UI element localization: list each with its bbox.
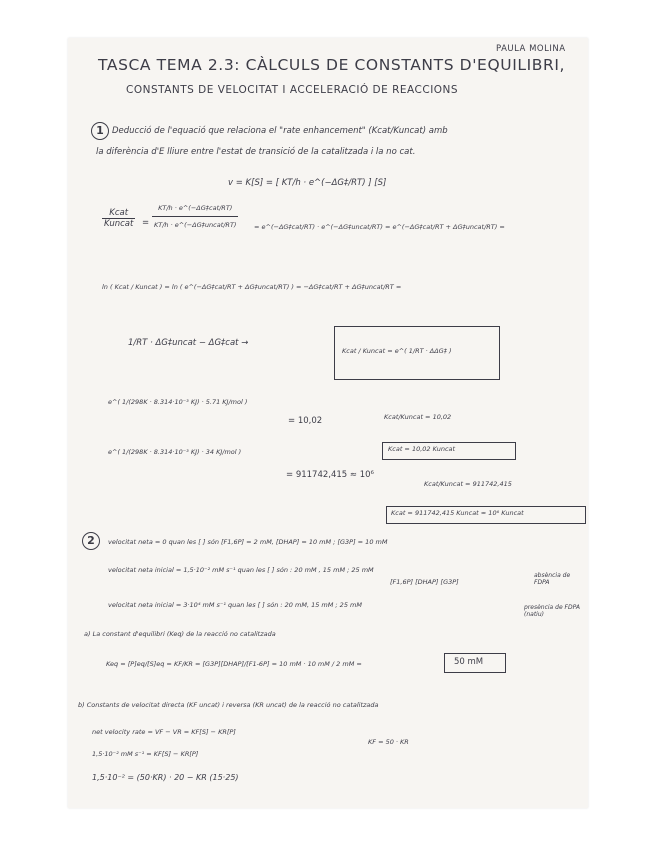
section-2-line-1: velocitat neta = 0 quan les [ ] són [F1,6P] = 2 mM, [DHAP] = 10 mM ; [G3P] = 10 mM	[108, 538, 388, 546]
page-title: TASCA TEMA 2.3: CÀLCULS DE CONSTANTS D'EQUILIBRI,	[98, 56, 566, 74]
ratio-middle-numerator: KT/h · e^(−ΔG‡cat/RT)	[152, 200, 238, 217]
ln-equation: ln ( Kcat / Kuncat ) = ln ( e^(−ΔG‡cat/RT + ΔG‡uncat/RT) ) = −ΔG‡cat/RT + ΔG‡uncat/RT =	[102, 283, 402, 291]
boxed-result: Kcat / Kuncat = e^( 1/RT · ΔΔG‡ )	[342, 347, 452, 355]
calculation-2-boxed: Kcat = 911742,415 Kuncat ≈ 10⁶ Kuncat	[391, 509, 524, 517]
calculation-2-value: = 911742,415 ≈ 10⁶	[286, 470, 374, 480]
section-2-line-2: velocitat neta inicial = 1,5·10⁻² mM s⁻¹ quan les [ ] són : 20 mM , 15 mM ; 25 mM	[108, 566, 374, 574]
equals-sign: =	[142, 218, 150, 228]
calculation-1-boxed: Kcat = 10,02 Kuncat	[388, 445, 456, 453]
section-2-line-3: velocitat neta inicial = 3·10⁴ mM s⁻¹ quan les [ ] són : 20 mM, 15 mM ; 25 mM	[108, 601, 362, 609]
section-2-number: 2	[82, 532, 100, 550]
section-1-number: 1	[91, 122, 109, 140]
calculation-1-expression: e^( 1/(298K · 8.314·10⁻³ KJ) · 5.71 KJ/mol )	[108, 398, 248, 406]
ratio-middle-fraction	[152, 200, 238, 233]
rate-equation: v = K[S] = [ KT/h · e^(−ΔG‡/RT) ] [S]	[228, 178, 387, 188]
net-rate-equation: net velocity rate = VF − VR = KF[S] − KR[P]	[92, 728, 236, 736]
author-name: PAULA MOLINA	[496, 44, 566, 54]
calculation-2-ratio: Kcat/Kuncat = 911742,415	[424, 480, 512, 488]
section-1-intro-line-2: la diferència d'E lliure entre l'estat de transició de la catalitzada i la no cat.	[96, 147, 416, 157]
calculation-2-expression: e^( 1/(298K · 8.314·10⁻³ KJ) · 34 KJ/mol )	[108, 448, 242, 456]
section-2-line-3-note: presència de FDPA (natiu)	[524, 604, 581, 618]
page-subtitle: CONSTANTS DE VELOCITAT I ACCELERACIÓ DE REACCIONS	[126, 84, 459, 96]
rate-equation-numeric: 1,5·10⁻² mM s⁻¹ = KF[S] − KR[P]	[92, 750, 199, 758]
ratio-lhs-numerator: Kcat	[102, 208, 135, 219]
ratio-expansion: = e^(−ΔG‡cat/RT) · e^(−ΔG‡uncat/RT) = e^(−ΔG‡cat/RT + ΔG‡uncat/RT) =	[254, 223, 505, 231]
calculation-1-value: = 10,02	[288, 416, 323, 426]
rate-equation-substituted: 1,5·10⁻² = (50·KR) · 20 − KR (15·25)	[92, 773, 239, 782]
section-2-line-2-note: absència de FDPA	[534, 572, 571, 586]
keq-answer: 50 mM	[454, 657, 484, 667]
notebook-page	[68, 38, 588, 808]
ratio-lhs-fraction	[102, 208, 135, 229]
rt-difference-equation: 1/RT · ΔG‡uncat − ΔG‡cat →	[128, 338, 249, 348]
keq-equation: Keq = [P]eq/[S]eq = KF/KR = [G3P][DHAP]/[F1-6P] = 10 mM · 10 mM / 2 mM =	[106, 660, 362, 668]
ratio-middle-denominator: KT/h · e^(−ΔG‡uncat/RT)	[154, 221, 237, 229]
part-a-heading: a) La constant d'equilibri (Keq) de la reacció no catalitzada	[84, 630, 276, 638]
section-2-line-2-labels: [F1,6P] [DHAP] [G3P]	[390, 578, 459, 586]
part-b-heading: b) Constants de velocitat directa (KF uncat) i reversa (KR uncat) de la reacció no catalitzada	[78, 701, 379, 709]
kf-relation: KF = 50 · KR	[368, 738, 409, 746]
section-1-intro-line-1: Deducció de l'equació que relaciona el "rate enhancement" (Kcat/Kuncat) amb	[112, 126, 448, 136]
calculation-1-ratio: Kcat/Kuncat = 10,02	[384, 413, 452, 421]
ratio-lhs-denominator: Kuncat	[104, 219, 134, 229]
